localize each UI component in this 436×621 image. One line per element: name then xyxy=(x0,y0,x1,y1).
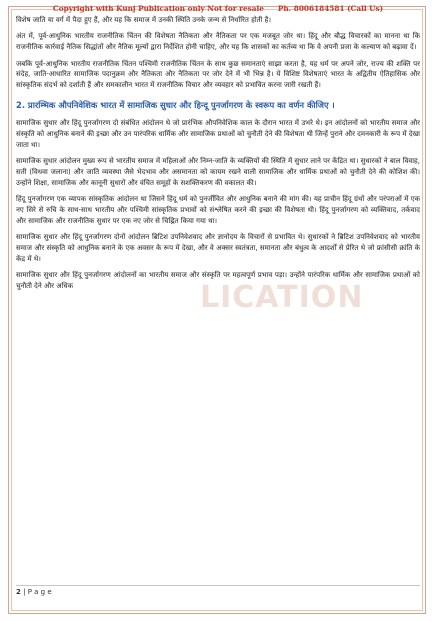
paragraph: विशेष जाति या वर्ग में पैदा हुए हैं, और यह कि समाज में उनकी स्थिति उनके जन्म से निर्धारित होती है। xyxy=(16,16,272,24)
paragraph: सामाजिक सुधार और हिंदू पुनर्जागरण दो संबंधित आंदोलन थे जो प्रारंभिक औपनिवेशिक काल के दौरान भारत में उभरे थे। इन आंदोलनों को भारतीय समाज और संस्कृति को आधुनिक बनाने की इच्छा और उन पारंपरिक धार्मिक और सामाजिक प्रथाओं को चुनौती देने की विशेषता थी जिन्हें पुराने और दमनकारी के रूप में देखा जाता था। xyxy=(16,118,420,149)
page-label: P a g e xyxy=(27,588,52,596)
page-header xyxy=(0,2,436,15)
paragraph: सामाजिक सुधार और हिंदू पुनर्जागरण आंदोलनों का भारतीय समाज और संस्कृति पर महत्वपूर्ण प्रभाव पड़ा। उन्होंने पारंपरिक धार्मिक और सामाजिक प्रथाओं को चुनौती देने और अधिक xyxy=(16,270,420,290)
document-body xyxy=(16,15,420,297)
page-footer xyxy=(16,585,420,596)
question-heading: 2. प्रारम्भिक औपनिवेशिक भारत में सामाजिक सुधार और हिन्दू पुनर्जागरण के स्वरूप का वर्णन कीजिए । xyxy=(16,99,335,110)
paragraph: अंत में, पूर्व-आधुनिक भारतीय राजनीतिक चिंतन की विशेषता नैतिकता और नैतिकता पर एक मजबूत जोर था। हिंदू और बौद्ध विचारकों का मानना था कि राजनीतिक कार्रवाई नैतिक सिद्धांतों और नैतिक मूल्यों द्वारा निर्देशित होनी चाहिए, और यह कि शासकों का कर्तव्य था कि वे अपनी प्रजा के कल्याण को बढ़ावा दें। xyxy=(16,32,420,52)
footer-separator: | xyxy=(23,588,26,596)
page-number: 2 xyxy=(16,588,21,596)
paragraph: सामाजिक सुधार और हिंदू पुनर्जागरण दोनों आंदोलन ब्रिटिश उपनिवेशवाद और ज्ञानोदय के विचारों से प्रभावित थे। सुधारकों ने ब्रिटिश उपनिवेशवाद को भारतीय समाज और संस्कृति को आधुनिक बनाने के एक अवसर के रूप में देखा, और वे अक्सर स्वतंत्रता, समानता और बंधुत्व के आदर्शों से प्रेरित थे जो फ्रांसीसी क्रांति के केंद्र में थे। xyxy=(16,232,420,263)
paragraph: सामाजिक सुधार आंदोलन मुख्य रूप से भारतीय समाज में महिलाओं और निम्न-जाति के व्यक्तियों की स्थिति में सुधार लाने पर केंद्रित था। सुधारकों ने बाल विवाह, सती (विधवा जलाना) और जाति व्यवस्था जैसे भेदभाव और असमानता को कायम रखने वाली सामाजिक और धार्मिक प्रथाओं को चुनौती देने की कोशिश की। उन्होंने शिक्षा, सामाजिक और कानूनी सुधारों और वंचित समूहों के सशक्तिकरण की वकालत की। xyxy=(16,156,420,187)
paragraph: हिंदू पुनर्जागरण एक व्यापक सांस्कृतिक आंदोलन था जिसने हिंदू धर्म को पुनर्जीवित और आधुनिक बनाने की मांग की। यह प्राचीन हिंदू ग्रंथों और परंपराओं में एक नए सिरे से रुचि के साथ-साथ भारतीय और पश्चिमी सांस्कृतिक प्रभावों को संश्लेषित करने की इच्छा की विशेषता थी। हिंदू पुनर्जागरण को व्यक्तिवाद, तर्कवाद और सामाजिक और राजनीतिक सुधार पर एक नए जोर से चिह्नित किया गया था। xyxy=(16,194,420,225)
paragraph: जबकि पूर्व-आधुनिक भारतीय राजनीतिक चिंतन पश्चिमी राजनीतिक चिंतन के साथ कुछ समानताएं साझा करता है, यह धर्म पर अपने जोर, राज्य की शक्ति पर संदेह, जाति-आधारित सामाजिक पदानुक्रम और नैतिकता और नैतिकता पर जोर देने में भी भिन्न है। ये विशिष्ट विशेषताएं भारत के अद्वितीय ऐतिहासिक और सांस्कृतिक संदर्भ को दर्शाती हैं और समकालीन भारत में राजनीतिक विचार और व्यवहार को प्रभावित करना जारी रखती हैं। xyxy=(16,59,420,90)
copyright-notice: Copyright with Kunj Publication only Not for resale xyxy=(52,4,264,13)
contact-phone: Ph. 8006184581 (Call Us) xyxy=(277,4,384,13)
publication-watermark: LICATION xyxy=(200,280,364,315)
